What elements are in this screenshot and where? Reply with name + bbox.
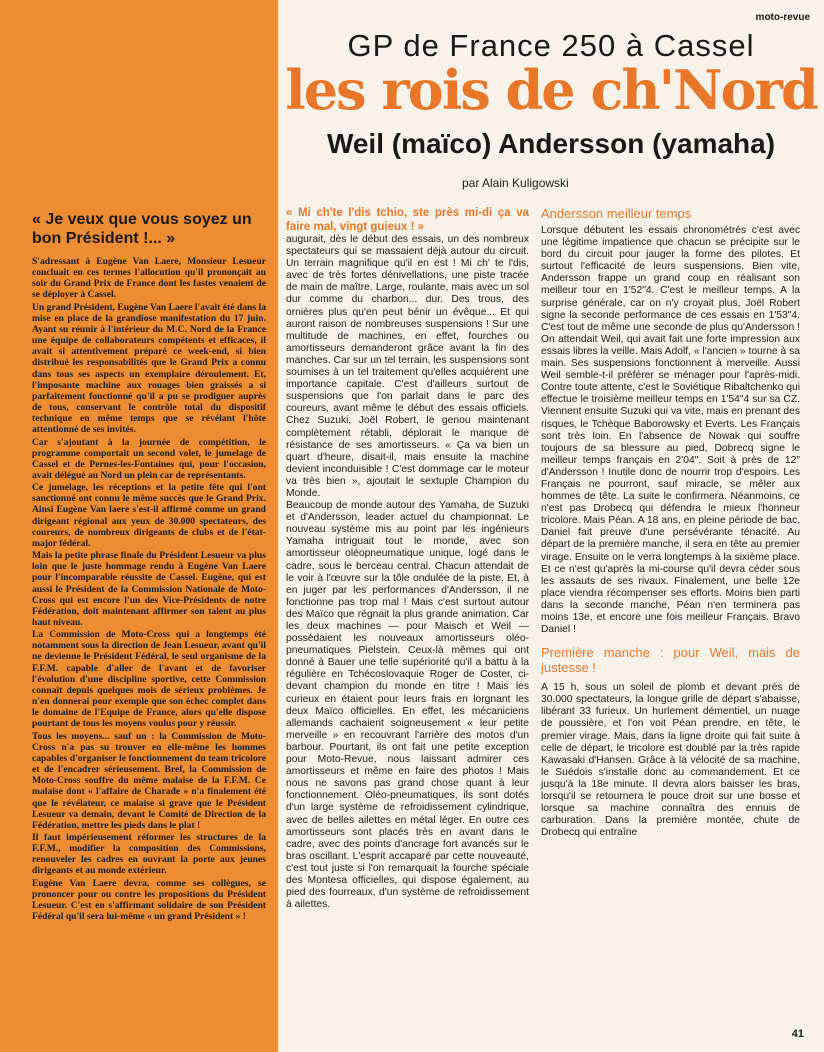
article-column-right — [541, 206, 800, 839]
sidebar-paragraph: Mais la petite phrase finale du Président Lesueur va plus loin que le juste hommage rendu à Eugène Van Laere pour l'incomparable réussite de Cassel. Eugène, qui est aussi le Président de la Commission Nationale de Moto-Cross qui est encore l'un des Vice-Présidents de notre Fédération, doit maintenant affirmer son talent au plus haut niveau. — [32, 550, 266, 628]
sidebar-paragraph: La Commission de Moto-Cross qui a longtemps été notamment sous la direction de Jean Lesueur, avant qu'il ne devienne le Président Fédéral, le seul organisme de la F.F.M. capable d'aller de l'avant et de favoriser l'évolution d'une discipline sportive, cette Commission connaît depuis quelques mois de sérieux problèmes. Je n'en donnerai pour exemple que son échec complet dans le domaine de l'Equipe de France, alors qu'elle dispose pourtant de tous les moyens voulus pour y réussir. — [32, 629, 266, 730]
magazine-brand: moto-revue — [755, 12, 810, 23]
article-lead-quote: « Mi ch'te l'dis tchio, ste près mi-di ça va faire mal, vingt guieux ! » — [286, 207, 529, 233]
sidebar-paragraph: Il faut impérieusement réformer les structures de la F.F.M., modifier la composition des Commissions, renouveler les cadres en ouvrant la porte aux jeunes dirigeants et au monde extérieur. — [32, 831, 266, 877]
headline-winners: Weil (maïco) Andersson (yamaha) — [326, 128, 776, 159]
editorial-sidebar — [0, 0, 278, 1052]
article-paragraph: augurait, dès le début des essais, un des nombreux spectateurs qui se massaient déjà autour du circuit. Un terrain magnifique qu'il en est ! Mi ch' te l'dis, avec de très fortes dénivellations, une piste tracée de main de maître. Large, roulante, mais avec un sol dur comme du charbon... dur. Des trous, des ornières plus qu'en peut bénir un évêque... Et qui auront raison de nombreuses suspensions ! Sur une multitude de machines, en effet, fourches ou amortisseurs demanderont grâce avant la fin des manches. Car sur un tel terrain, les suspensions sont soumises à un tel traitement qu'elles acquièrent une importance capitale. C'est d'ailleurs surtout de suspensions que l'on parlait dans le parc des coureurs, avant même le début des essais officiels. Chez Suzuki, Joël Robert, le genou maintenant complètement rétabli, déplorait le manque de résistance de ses amortisseurs. « Ça va bien un quart d'heure, disait-il, mais ensuite la machine devient inconduisible ! C'est dommage car le moteur va très bien », ajoutait le sextuple Champion du Monde. — [286, 234, 529, 499]
article-paragraph: Beaucoup de monde autour des Yamaha, de Suzuki et d'Andersson, leader actuel du championnat. Le nouveau système mis au point par les ingénieurs Yamaha intriguait tout le monde, avec son amortisseur oléopneumatique unique, logé dans le cadre, sous le berceau central. Chacun attendait de le voir à l'œuvre sur la tôle ondulée de la piste. Et, à en juger par les performances d'Andersson, il ne fonctionne pas trop mal ! Mais c'est surtout autour des Maïco que régnait la plus grande animation. Car les deux machines — pour Maisch et Weil — possédaient les nouveaux amortisseurs oléo-pneumatiques Pielstein. Ceux-là mêmes qui ont donné à Bauer une telle supériorité qu'il a battu à la régulière en Tchécoslovaquie Roger de Coster, ci-devant champion du monde en titre ! Mais les curieux en étaient pour leurs frais en lorgnant les deux Maïco officielles. En effet, les mécaniciens allemands cachaient soigneusement « leur petite merveille » en recouvrant l'arrière des motos d'un barbour. Pourtant, ils ont fait une petite exception pour Moto-Revue, nous laissant admirer ces amortisseurs et même en faire des photos ! Mais nous ne savons pas grand chose quant à leur fonctionnement. Oléo-pneumatiques, ils sont dotés d'un large système de refroidissement cylindrique, avec de belles ailettes en métal léger. En outre ces amortisseurs sont placés très en avant dans le cadre, avec des points d'ancrage fort avancés sur le bras oscillant. L'esprit accaparé par cette nouveauté, c'est tout juste si l'on remarquait la fourche spéciale des Montesa officielles, qui dispose également, au pied des fourreaux, d'un système de refroidissement à ailettes. — [286, 500, 529, 911]
subhead-first-heat: Première manche : pour Weil, mais de justesse ! — [541, 645, 800, 676]
article-byline: par Alain Kuligowski — [462, 176, 569, 190]
headline-main: les rois de ch'Nord — [285, 58, 817, 122]
article-paragraph: Lorsque débutent les essais chronométrés c'est avec une légitime impatience que chacun se précipite sur le bord du circuit pour jauger la forme des pilotes. Et surtout l'efficacité de leurs suspensions. Bien vite, Andersson frappe un grand coup en réalisant son meilleur tour en 1'52"4. C'est le meilleur temps. A la surprise générale, car on n'y croyait plus, Joël Robert signe la seconde performance de ces essais en 1'53"4. C'est tout de même une seconde de plus qu'Andersson ! On attendait Weil, qui avait fait une forte impression aux essais libres la veille. Mais Adolf, « l'ancien » tourne à sa main. Ses suspensions fonctionnent à merveille. Aussi Weil semble-t-il préférer se ménager pour l'après-midi. Contre toute attente, c'est le Soviétique Ribaltchenko qui effectue le troisième meilleur temps en 1'54"4 sur sa CZ. Viennent ensuite Suzuki qui va vite, mais en prenant des risques, le Tchèque Baborowsky et Everts. Les Français sont très loin. En l'absence de Nowak qui souffre toujours de sa blessure au pied, Dobrecq signe le meilleur temps français en 2'04". Soit à près de 12" d'Andersson ! Inutile donc de nourrir trop d'espoirs. Les Français ne pourront, sauf miracle, se mêler aux hommes de tête. La suite le confirmera. Néanmoins, ce n'est pas Drobecq qui défendra le mieux l'honneur tricolore. Mais Péan. A 18 ans, en pleine période de bac, Daniel fait preuve d'une persévérante ténacité. Au départ de la première manche, il sera en tête au premier virage. Ensuite on le verra longtemps à la sixième place. Et ce n'est qu'après la mi-course qu'il devra céder sous les assauts de ses rivaux. Finalement, une belle 12e place viendra récompenser ses efforts. Moins bien parti dans la seconde manche, Péan n'en terminera pas moins 13e, et encore une fois meilleur Français. Bravo Daniel ! — [541, 225, 800, 636]
headline-event: GP de France 250 à Cassel — [347, 28, 755, 63]
sidebar-paragraph: Un grand Président, Eugène Van Laere l'avait été dans la mise en place de la grandiose manifestation du 17 juin. Ayant su réunir à l'intérieur du M.C. Nord de la France une équipe de collaborateurs compétents et efficaces, il avait si attentivement préparé ce week-end, si bien distribué les responsabilités que le Grand Prix a connu dans tous ses aspects un exemplaire déroulement. Et, l'imposante machine aux rouages bien graissés a si parfaitement fonctionné qu'il a pu se prodiguer auprès de tous, conservant le contrôle total du dispositif technique en même temps que se révélant l'hôte attentionné de ses invités. — [32, 301, 266, 436]
sidebar-paragraph: S'adressant à Eugène Van Laere, Monsieur Lesueur concluait en ces termes l'allocution qu'il prononçait au soir du Grand Prix de France dont les fastes venaient de se déployer à Cassel. — [32, 256, 266, 301]
sidebar-quote-heading: « Je veux que vous soyez un bon Président !... » — [32, 211, 252, 247]
subhead-best-time: Andersson meilleur temps — [541, 206, 692, 221]
sidebar-paragraph: Ce jumelage, les réceptions et la petite fête qui l'ont sanctionné ont connu le même succès que le Grand Prix. Ainsi Eugène Van laere s'est-il affirmé comme un grand dirigeant régional aux yeux de 30.000 spectateurs, des coureurs, de nombreux dirigeants de clubs et de l'état-major fédéral. — [32, 482, 266, 549]
page-number: 41 — [791, 1028, 804, 1040]
article-paragraph: A 15 h, sous un soleil de plomb et devant près de 30.000 spectateurs, la longue grille de départ s'abaisse, libérant 33 furieux. Un hurlement démentiel, un nuage de poussière, et l'on voit Péan prendre, en tête, le premier virage. Mais, dans la ligne droite qui fait suite à celle de départ, le tricolore est doublé par la très rapide Kawasaki d'Hansen. Grâce à la vélocité de sa machine, le Suédois s'installe donc au commandement. Et ce jusqu'à la 18e minute. Il devra alors baisser les bras, lorsqu'il se retournera le pouce droit sur une bosse et lorsque sa machine connaîtra des ennuis de carburation. Dans la première montée, chute de Drobecq qui entraîne — [541, 682, 800, 839]
article-column-middle — [286, 206, 529, 911]
sidebar-paragraph: Tous les moyens... sauf un : la Commission de Moto-Cross n'a pas su trouver en elle-même les hommes capables d'organiser le fonctionnement du team tricolore et de l'encadrer sérieusement. Bref, la Commission de Moto-Cross souffre du même malaise de la F.F.M. Ce malaise dont « l'affaire de Charade » n'a finalement été que le révélateur, ce malaise si grave que le Président Lesueur va demain, devant le Comité de Direction de la Fédération, mettre les pieds dans le plat ! — [32, 730, 266, 831]
sidebar-paragraph: Car s'ajoutant à la journée de compétition, le programme comportait un second volet, le jumelage de Cassel et de Pernes-les-Fontaines qui, pour l'occasion, avait délégué au Nord un plein car de représentants. — [32, 436, 266, 481]
sidebar-body — [32, 256, 266, 922]
sidebar-paragraph: Eugène Van Laere devra, comme ses collègues, se prononcer pour ou contre les propositions du Président Lesueur. C'est en s'affirmant solidaire de son Président Fédéral qu'il sera lui-même « un grand Président » ! — [32, 877, 266, 923]
